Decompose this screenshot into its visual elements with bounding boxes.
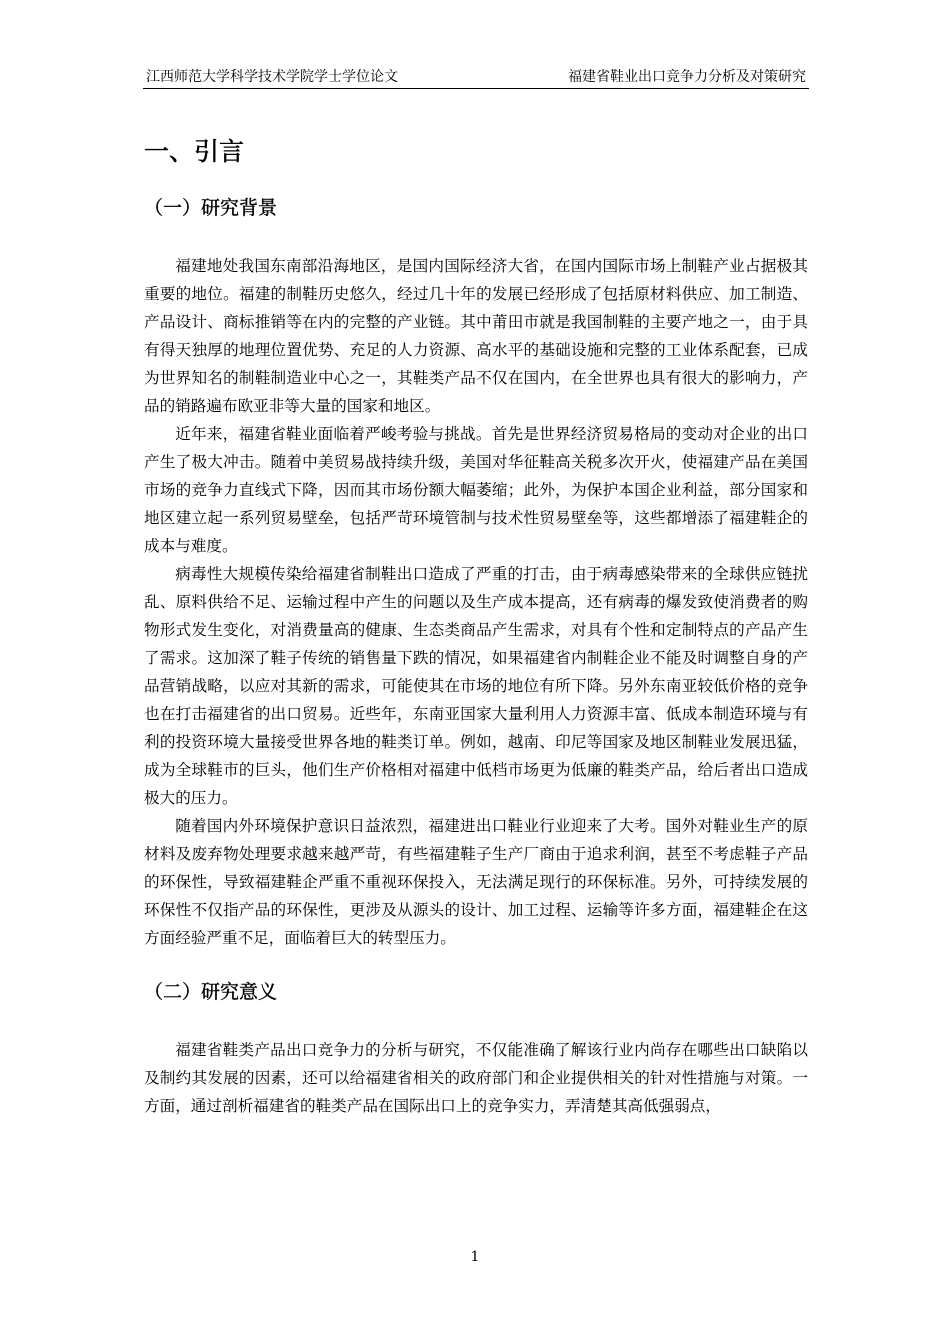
page-number: 1 bbox=[470, 1249, 480, 1265]
paragraph: 福建地处我国东南部沿海地区，是国内国际经济大省，在国内国际市场上制鞋产业占据极其重要的地位。福建的制鞋历史悠久，经过几十年的发展已经形成了包括原材料供应、加工制造、产品设计、商标推销等在内的完整的产业链。其中莆田市就是我国制鞋的主要产地之一，由于具有得天独厚的地理位置优势、充足的人力资源、高水平的基础设施和完整的工业体系配套，已成为世界知名的制鞋制造业中心之一，其鞋类产品不仅在国内，在全世界也具有很大的影响力，产品的销路遍布欧亚非等大量的国家和地区。 bbox=[144, 257, 808, 415]
header-thesis-title: 江西师范大学科学技术学院学士学位论文 bbox=[146, 69, 398, 85]
paragraph: 病毒性大规模传染给福建省制鞋出口造成了严重的打击，由于病毒感染带来的全球供应链扰乱、原料供给不足、运输过程中产生的问题以及生产成本提高，还有病毒的爆发致使消费者的购物形式发生变化，对消费量高的健康、生态类商品产生需求，对具有个性和定制特点的产品产生了需求。这加深了鞋子传统的销售量下跌的情况，如果福建省内制鞋企业不能及时调整自身的产品营销战略，以应对其新的需求，可能使其在市场的地位有所下降。另外东南亚较低价格的竞争也在打击福建省的出口贸易。近些年，东南亚国家大量利用人力资源丰富、低成本制造环境与有利的投资环境大量接受世界各地的鞋类订单。例如，越南、印尼等国家及地区制鞋业发展迅猛，成为全球鞋市的巨头，他们生产价格相对福建中低档市场更为低廉的鞋类产品，给后者出口造成极大的压力。 bbox=[144, 565, 808, 807]
header-paper-title: 福建省鞋业出口竞争力分析及对策研究 bbox=[568, 69, 806, 85]
running-header bbox=[143, 66, 809, 89]
paragraph: 福建省鞋类产品出口竞争力的分析与研究，不仅能准确了解该行业内尚存在哪些出口缺陷以及制约其发展的因素，还可以给福建省相关的政府部门和企业提供相关的针对性措施与对策。一方面，通过剖析福建省的鞋类产品在国际出口上的竞争实力，弄清楚其高低强弱点， bbox=[144, 1041, 808, 1115]
page-body bbox=[144, 132, 808, 1120]
chapter-title: 一、引言 bbox=[144, 137, 245, 166]
paragraph: 随着国内外环境保护意识日益浓烈，福建进出口鞋业行业迎来了大考。国外对鞋业生产的原材料及废弃物处理要求越来越严苛，有些福建鞋子生产厂商由于追求利润，甚至不考虑鞋子产品的环保性，导致福建鞋企严重不重视环保投入，无法满足现行的环保标准。另外，可持续发展的环保性不仅指产品的环保性，更涉及从源头的设计、加工过程、运输等许多方面，福建鞋企在这方面经验严重不足，面临着巨大的转型压力。 bbox=[144, 817, 808, 947]
section-title-significance: （二）研究意义 bbox=[144, 981, 278, 1003]
section-title-background: （一）研究背景 bbox=[144, 197, 278, 219]
paragraph: 近年来，福建省鞋业面临着严峻考验与挑战。首先是世界经济贸易格局的变动对企业的出口产生了极大冲击。随着中美贸易战持续升级，美国对华征鞋高关税多次开火，使福建产品在美国市场的竞争力直线式下降，因而其市场份额大幅萎缩；此外，为保护本国企业利益，部分国家和地区建立起一系列贸易壁垒，包括严苛环境管制与技术性贸易壁垒等，这些都增添了福建鞋企的成本与难度。 bbox=[144, 425, 808, 555]
